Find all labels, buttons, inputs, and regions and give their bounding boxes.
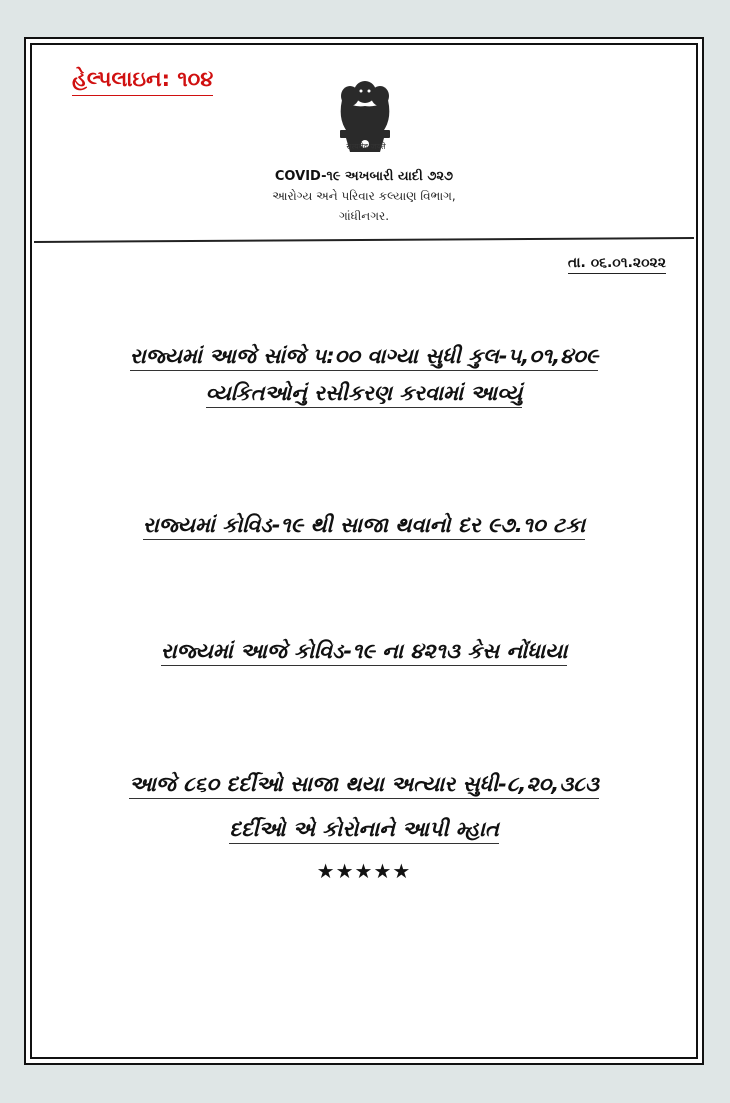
headline-new-cases: રાજ્યમાં આજે કોવિડ-૧૯ ના ૪૨૧૩ કેસ નોંધાયા xyxy=(46,639,682,664)
department-name: આરોગ્ય અને પરિવાર કલ્યાણ વિભાગ, xyxy=(272,189,456,203)
headline-recovery-rate: રાજ્યમાં કોવિડ-૧૯ થી સાજા થવાનો દર ૯૭.૧૦ ટકા xyxy=(46,513,682,538)
headline-recovered-line1: આજે ૮૬૦ દર્દીઓ સાજા થયા અત્યાર સુધી-૮,૨૦,૩૮૩ xyxy=(46,772,682,797)
helpline-number: હેલ્પલાઇન: ૧૦૪ xyxy=(72,67,213,96)
ashoka-emblem-icon xyxy=(328,63,402,173)
city-name: ગાંધીનગર. xyxy=(338,209,390,223)
press-header xyxy=(26,169,702,224)
headline-vaccination-line1: રાજ્યમાં આજે સાંજે ૫:૦૦ વાગ્યા સુધી કુલ-૫,૦૧,૪૦૯ xyxy=(46,344,682,369)
header-divider xyxy=(34,237,694,243)
emblem-motto: सत्यमेव जयते xyxy=(346,142,386,151)
headline-recovered-line2: દર્દીઓ એ કોરોનાને આપી મ્હાત xyxy=(46,817,682,842)
release-date: તા. ૦૬.૦૧.૨૦૨૨ xyxy=(568,255,666,274)
headline-vaccination-line2: વ્યકિતઓનું રસીકરણ કરવામાં આવ્યું xyxy=(46,381,682,406)
footer-stars: ★★★★★ xyxy=(316,859,412,883)
press-note-title: COVID-૧૯ અખબારી યાદી ૭૨૭ xyxy=(274,169,454,184)
press-release-page xyxy=(24,37,704,1065)
